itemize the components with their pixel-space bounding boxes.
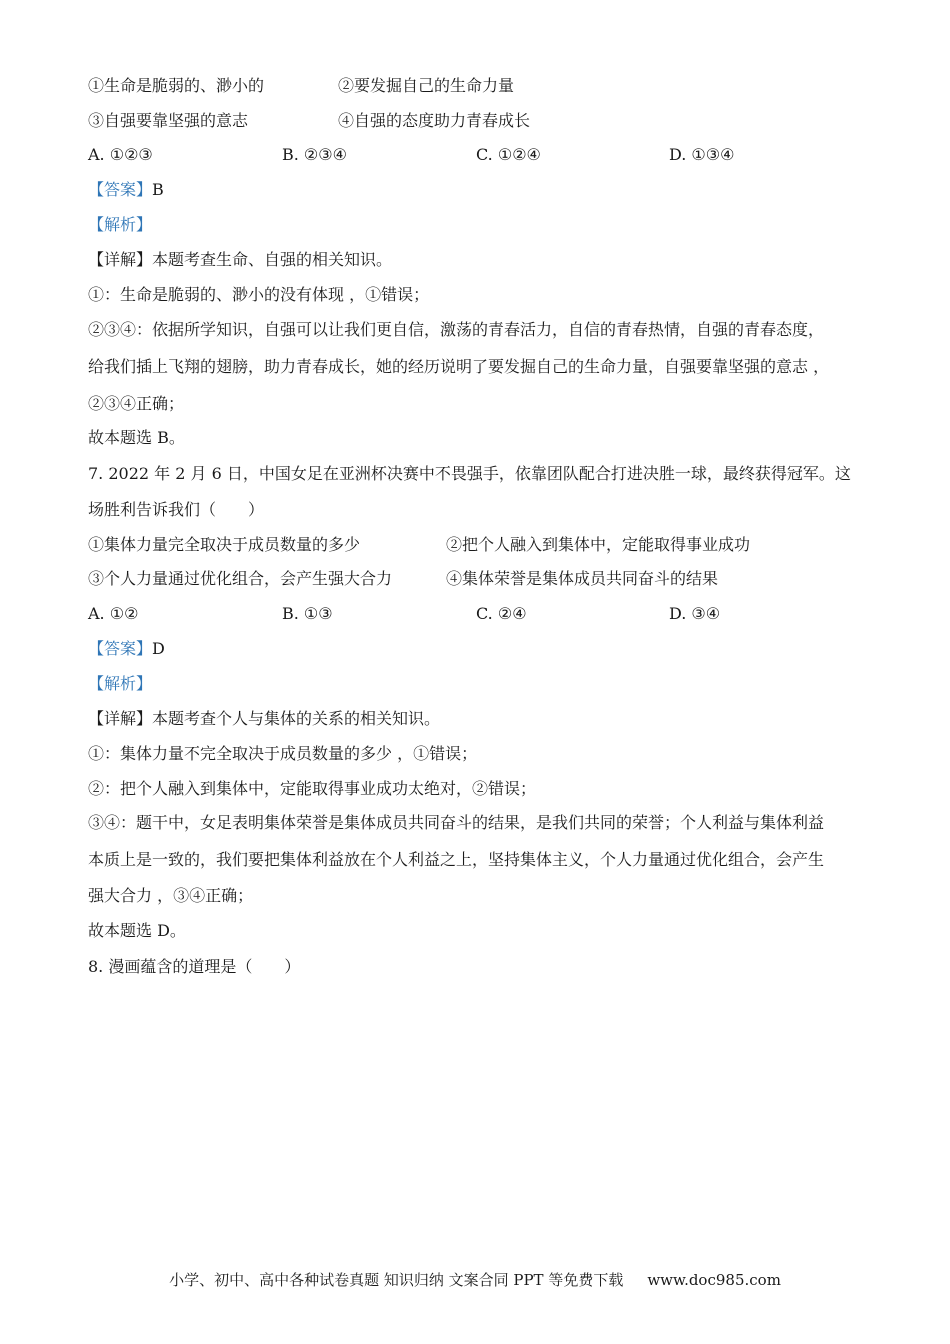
q7-analysis-tag: 【解析】 <box>88 674 153 693</box>
q6-choice-a: A. ①②③ <box>88 145 153 164</box>
q6-explanation-1: ①：生命是脆弱的、渺小的没有体现 ，①错误； <box>88 285 430 304</box>
q7-explanation-3a: ③④：题干中，女足表明集体荣誉是集体成员共同奋斗的结果，是我们共同的荣誉；个人利益与集体利益 <box>88 813 825 832</box>
detail-tag: 【详解】 <box>88 250 153 269</box>
detail-text: 本题考查个人与集体的关系的相关知识。 <box>152 709 441 728</box>
q6-option-2: ②要发掘自己的生命力量 <box>338 76 515 95</box>
answer-tag: 【答案】 <box>88 639 153 658</box>
q6-analysis-tag: 【解析】 <box>88 215 153 234</box>
q7-explanation-3c: 强大合力 ，③④正确； <box>88 886 254 905</box>
answer-value: D <box>152 639 165 658</box>
page-footer <box>0 1270 950 1290</box>
q7-stem-line-1: 7. 2022 年 2 月 6 日，中国女足在亚洲杯决赛中不畏强手，依靠团队配合打进决胜一球，最终获得冠军。这 <box>88 464 851 483</box>
q7-option-4: ④集体荣誉是集体成员共同奋斗的结果 <box>446 569 719 588</box>
answer-value: B <box>152 180 164 199</box>
q7-option-3: ③个人力量通过优化组合，会产生强大合力 <box>88 569 393 588</box>
q7-option-1: ①集体力量完全取决于成员数量的多少 <box>88 535 361 554</box>
footer-site-link[interactable]: www.doc985.com <box>647 1271 781 1289</box>
q6-explanation-2a: ②③④：依据所学知识，自强可以让我们更自信，激荡的青春活力，自信的青春热情，自强的青春态度， <box>88 320 825 339</box>
q7-detail <box>88 709 440 729</box>
q8-stem: 8. 漫画蕴含的道理是（ ） <box>88 957 301 976</box>
q7-explanation-2: ②：把个人融入到集体中，定能取得事业成功太绝对，②错误； <box>88 779 537 798</box>
detail-tag: 【详解】 <box>88 709 153 728</box>
q7-choice-d: D. ③④ <box>669 604 721 623</box>
q6-option-1: ①生命是脆弱的、渺小的 <box>88 76 265 95</box>
footer-text: 小学、初中、高中各种试卷真题 知识归纳 文案合同 PPT 等免费下载 <box>169 1271 624 1289</box>
detail-text: 本题考查生命、自强的相关知识。 <box>152 250 393 269</box>
q6-choice-c: C. ①②④ <box>476 145 541 164</box>
q6-explanation-2b: 给我们插上飞翔的翅膀，助力青春成长，她的经历说明了要发掘自己的生命力量，自强要靠坚强的意志 ， <box>88 357 830 376</box>
q6-explanation-2c: ②③④正确； <box>88 394 185 413</box>
q7-explanation-3b: 本质上是一致的，我们要把集体利益放在个人利益之上，坚持集体主义，个人力量通过优化组合，会产生 <box>88 850 825 869</box>
q7-choice-b: B. ①③ <box>282 604 333 623</box>
q6-option-4: ④自强的态度助力青春成长 <box>338 111 531 130</box>
q6-choice-b: B. ②③④ <box>282 145 347 164</box>
q6-conclusion: 故本题选 B。 <box>88 428 185 447</box>
q6-option-3: ③自强要靠坚强的意志 <box>88 111 249 130</box>
q7-conclusion: 故本题选 D。 <box>88 921 186 940</box>
q6-answer <box>88 180 164 200</box>
answer-tag: 【答案】 <box>88 180 153 199</box>
q7-choice-a: A. ①② <box>88 604 139 623</box>
q6-detail <box>88 250 392 270</box>
q7-explanation-1: ①：集体力量不完全取决于成员数量的多少 ，①错误； <box>88 744 478 763</box>
q7-choice-c: C. ②④ <box>476 604 527 623</box>
q7-option-2: ②把个人融入到集体中，定能取得事业成功 <box>446 535 751 554</box>
q7-answer <box>88 639 165 659</box>
q7-stem-line-2: 场胜利告诉我们（ ） <box>88 500 265 519</box>
q6-choice-d: D. ①③④ <box>669 145 735 164</box>
